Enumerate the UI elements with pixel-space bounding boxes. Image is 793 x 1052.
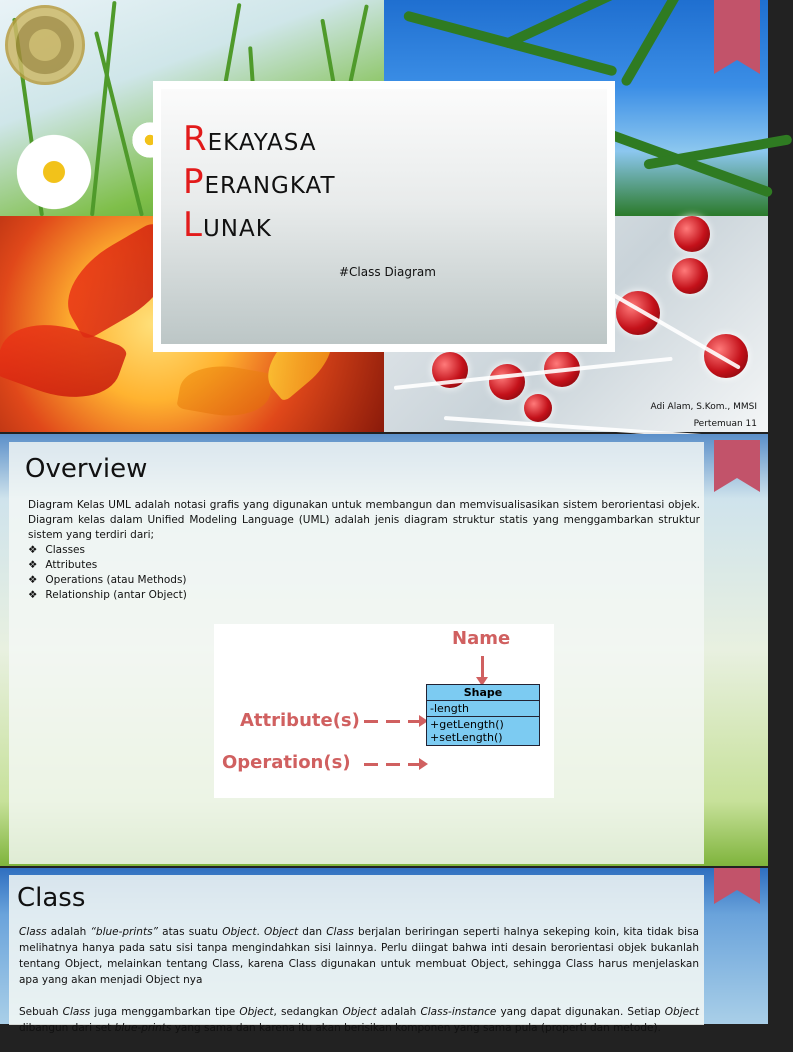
uml-operation-label: Operation(s)	[222, 752, 351, 773]
overview-body	[28, 498, 700, 603]
uml-operation: +setLength()	[430, 731, 503, 744]
list-item: ❖ Operations (atau Methods)	[28, 573, 700, 588]
title-line-3: LUNAK	[183, 205, 272, 245]
uml-attribute-label: Attribute(s)	[240, 710, 360, 731]
slide-heading: Class	[17, 883, 86, 913]
meeting-number: Pertemuan 11	[693, 419, 757, 429]
uml-class-box	[426, 684, 540, 746]
bullet-list	[28, 543, 700, 603]
bookmark-ribbon-icon	[714, 0, 760, 60]
dashed-arrow-icon	[364, 720, 420, 723]
class-paragraph-2: Sebuah Class juga menggambarkan tipe Object, sedangkan Object adalah Class-instance yang dapat digunakan. Setiap Object dibangun dari set blue-prints yang sama dan karena itu akan berisikan komponen yang sama pula (properti dan metode).	[19, 1006, 699, 1034]
uml-class-figure	[214, 624, 554, 798]
slide-heading: Overview	[25, 454, 148, 484]
uml-class-name: Shape	[427, 685, 539, 701]
uml-attribute: -length	[427, 701, 539, 717]
title-card	[153, 81, 615, 352]
class-paragraph-1: Class adalah “blue-prints” atas suatu Object. Object dan Class berjalan beriringan seperti halnya sekeping koin, kita tidak bisa melihatnya hanya pada satu sisi tanpa mengindahkan sisi lainnya. Perlu diingat bahwa inti desain berorientasi objek bukanlah tentang Object, melainkan tentang Class, karena Class digunakan untuk membuat Object, sehingga Class harus menjelaskan apa yang akan menjadi Object nya	[19, 926, 699, 986]
overview-panel	[9, 442, 704, 864]
list-item: ❖ Classes	[28, 543, 700, 558]
slide-subtitle: #Class Diagram	[339, 265, 436, 279]
university-seal-logo	[5, 5, 85, 85]
uml-operation: +getLength()	[430, 718, 504, 731]
title-line-1: REKAYASA	[183, 119, 317, 159]
list-item: ❖ Attributes	[28, 558, 700, 573]
dashed-arrow-icon	[364, 763, 420, 766]
title-line-2: PERANGKAT	[183, 162, 336, 202]
overview-intro: Diagram Kelas UML adalah notasi grafis yang digunakan untuk membangun dan memvisualisasikan sistem berorientasi objek. Diagram kelas dalam Unified Modeling Language (UML) adalah jenis diagram struktur statis yang menggambarkan struktur sistem yang terdiri dari;	[28, 499, 700, 541]
class-panel	[9, 875, 704, 1034]
bookmark-ribbon-icon	[714, 868, 760, 890]
class-slide	[0, 868, 768, 1034]
author-name: Adi Alam, S.Kom., MMSI	[650, 402, 757, 412]
uml-name-label: Name	[452, 628, 511, 649]
list-item: ❖ Relationship (antar Object)	[28, 588, 700, 603]
uml-operations	[427, 717, 539, 745]
title-slide	[0, 0, 768, 432]
class-body	[19, 924, 699, 1052]
bookmark-ribbon-icon	[714, 440, 760, 478]
down-arrow-icon	[481, 656, 484, 678]
author-info	[650, 399, 757, 433]
overview-slide	[0, 434, 768, 866]
